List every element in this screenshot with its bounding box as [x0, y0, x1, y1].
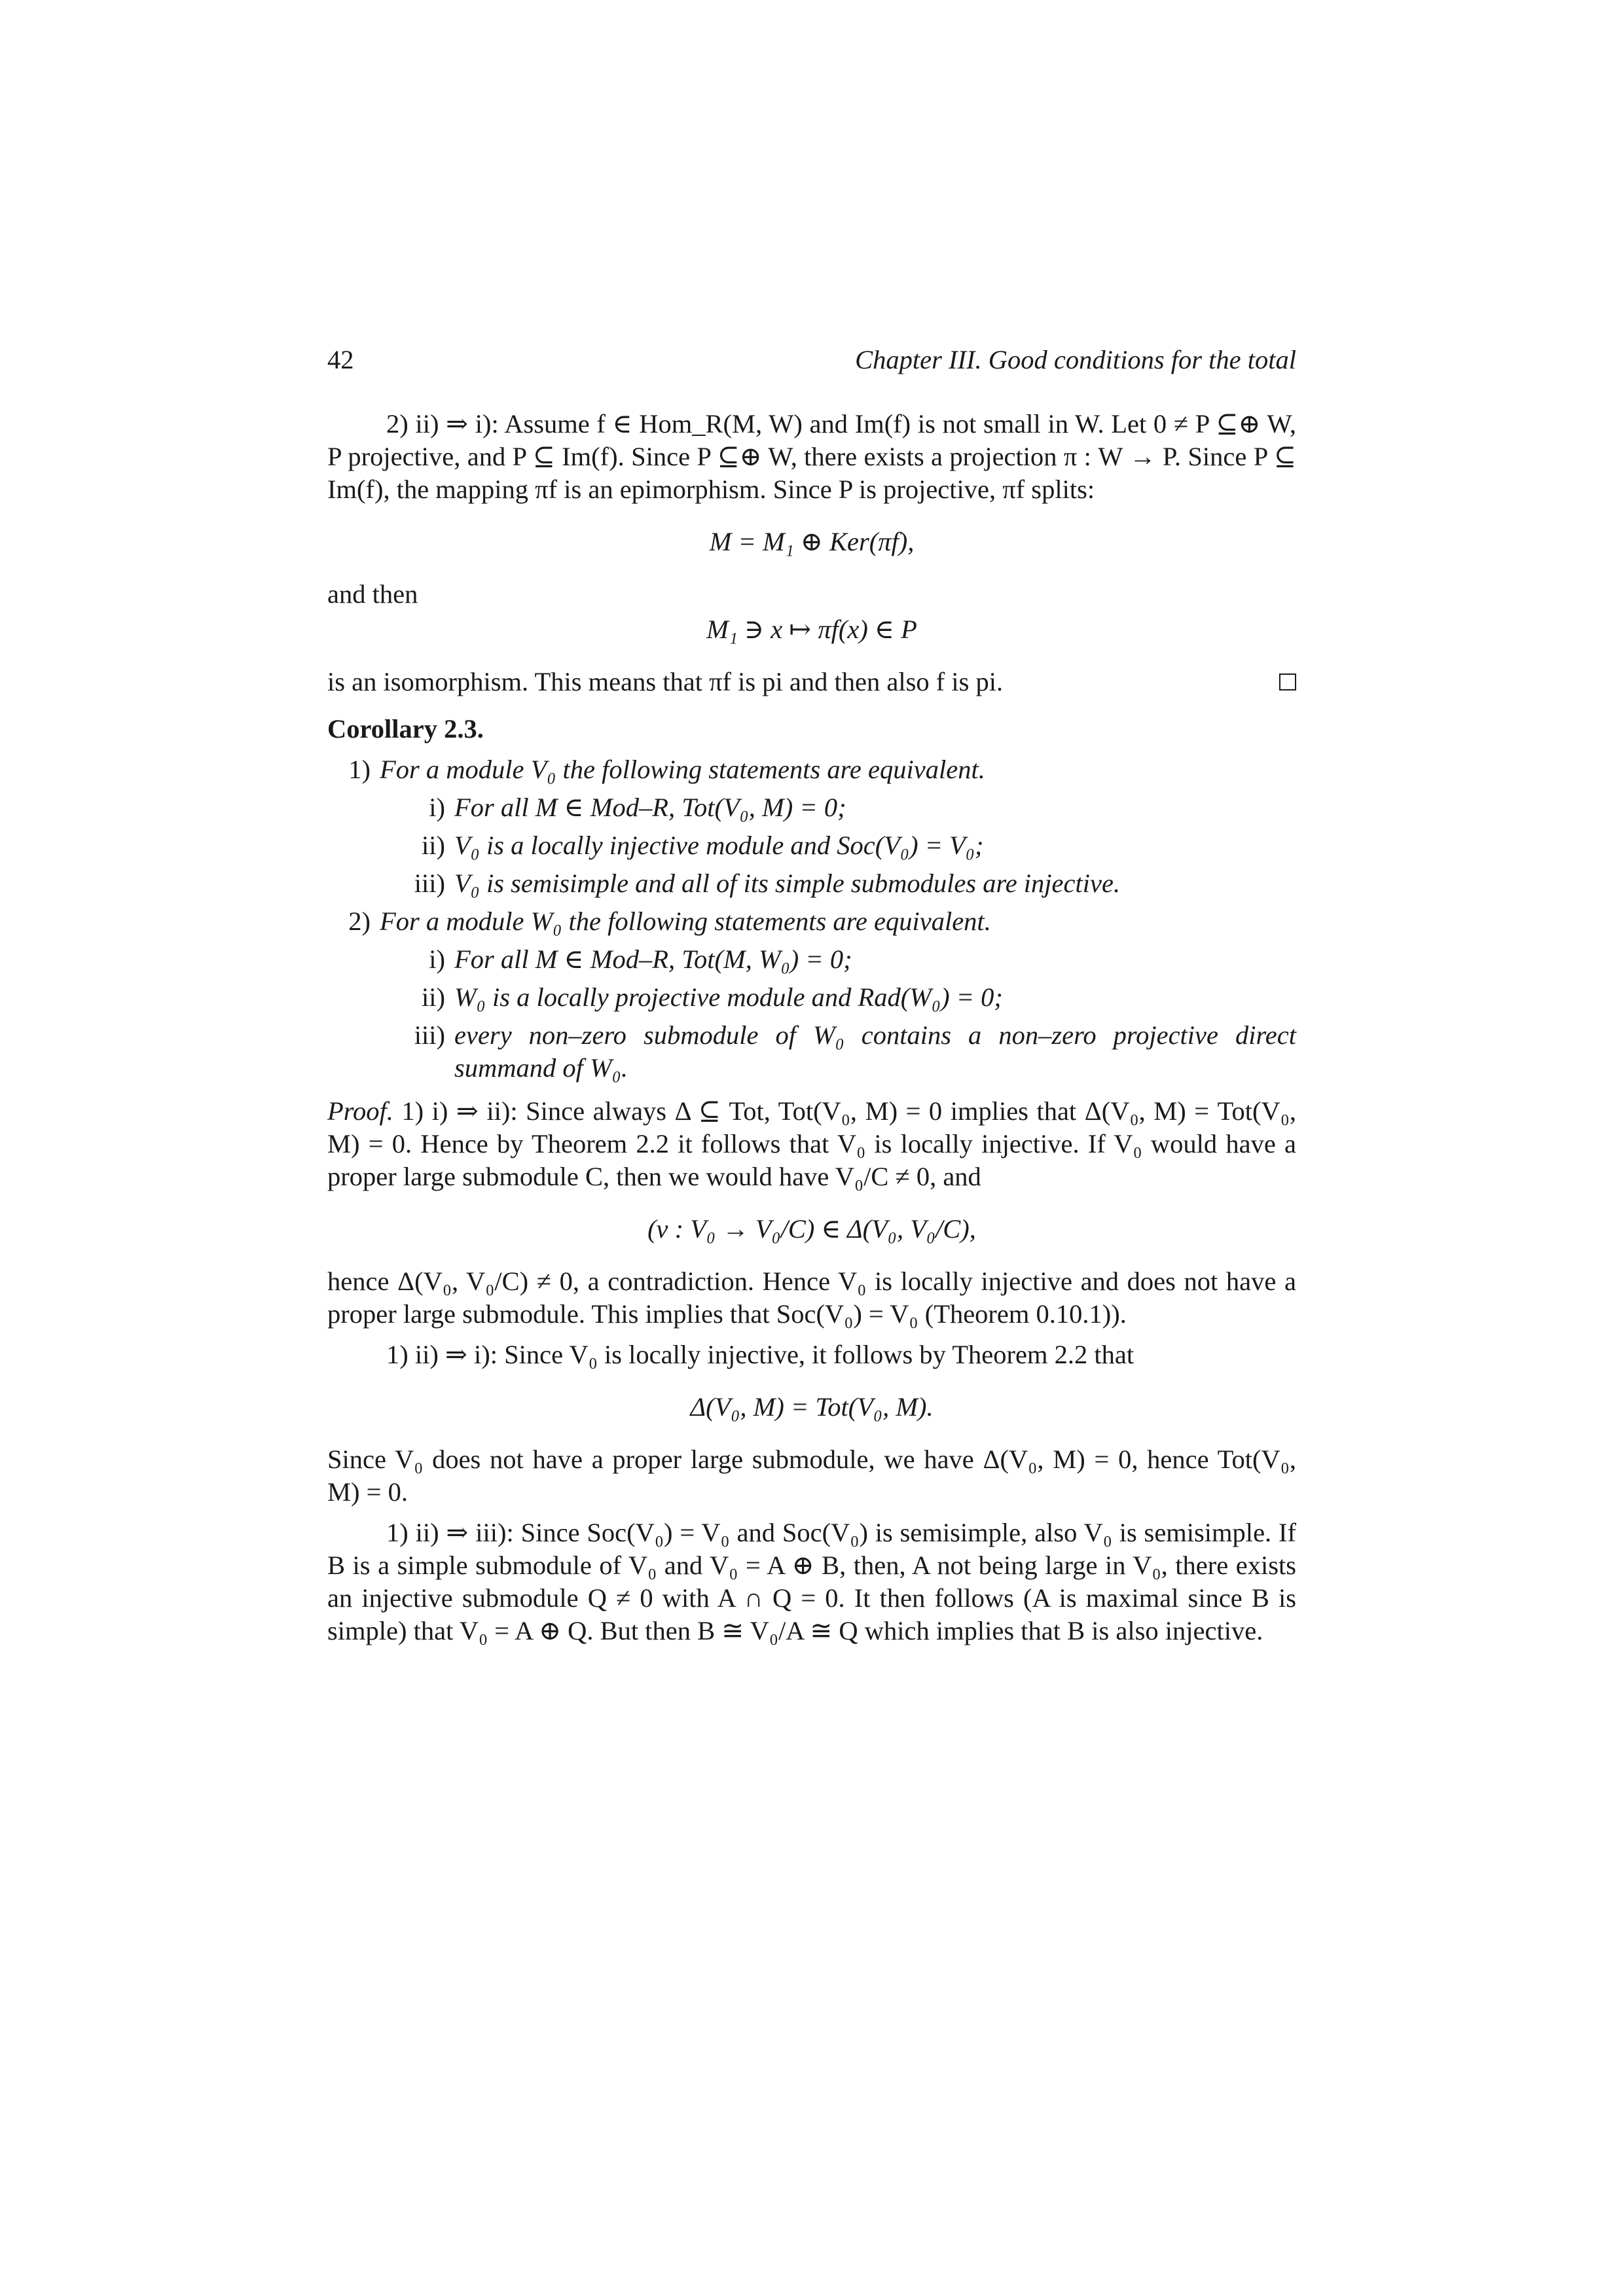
list-item: [327, 943, 1296, 976]
list-label: ii): [422, 831, 445, 860]
corollary-part: [327, 905, 1296, 938]
proof-paragraph: hence Δ(V₀, V₀/C) ≠ 0, a contradiction. Hence V₀ is locally injective and does not have a proper large submodule. This implies that Soc(V₀) = V₀ (Theorem 0.10.1)).: [327, 1266, 1296, 1329]
list-text: W₀ is a locally projective module and Rad(W₀) = 0;: [454, 982, 1003, 1012]
list-item: [327, 867, 1296, 900]
list-text: V₀ is semisimple and all of its simple submodules are injective.: [454, 869, 1121, 898]
paragraph-text: 1) i) ⇒ ii): Since always Δ ⊆ Tot, Tot(V₀, M) = 0 implies that Δ(V₀, M) = Tot(V₀, M) = 0. Hence by Theorem 2.2 it follows that V₀ is locally injective. If V₀ would have a proper large submodule C, then we would have V₀/C ≠ 0, and: [327, 1096, 1296, 1191]
list-item: [327, 1019, 1296, 1085]
list-label: iii): [414, 1020, 445, 1050]
list-item: [327, 791, 1296, 824]
list-text: For a module W₀ the following statements are equivalent.: [380, 906, 991, 936]
paragraph-text: and then: [327, 579, 418, 609]
qed-square-icon: [1279, 673, 1296, 691]
proof-paragraph: Since V₀ does not have a proper large submodule, we have Δ(V₀, M) = 0, hence Tot(V₀, M) = 0.: [327, 1444, 1296, 1507]
list-text: For all M ∈ Mod–R, Tot(M, W₀) = 0;: [454, 944, 852, 974]
list-label: iii): [414, 869, 445, 898]
list-text: V₀ is a locally injective module and Soc(V₀) = V₀;: [454, 831, 984, 860]
corollary-heading: Corollary 2.3.: [327, 714, 484, 744]
proof-end-line: [327, 666, 1296, 698]
proof-label: Proof.: [327, 1096, 393, 1126]
list-label: i): [429, 793, 445, 822]
page-header: [327, 344, 1296, 376]
proof-paragraph: 1) ii) ⇒ iii): Since Soc(V₀) = V₀ and Soc(V₀) is semisimple, also V₀ is semisimple. If B is a simple submodule of V₀ and V₀ = A ⊕ B, then, A not being large in V₀, there exists an injective submodule Q ≠ 0 with A ∩ Q = 0. It then follows (A is maximal since B is simple) that V₀ = A ⊕ Q. But then B ≅ V₀/A ≅ Q which implies that B is also injective.: [327, 1518, 1296, 1645]
list-text: For a module V₀ the following statements are equivalent.: [380, 755, 985, 784]
proof-paragraph: 2) ii) ⇒ i): Assume f ∈ Hom_R(M, W) and Im(f) is not small in W. Let 0 ≠ P ⊆⊕ W, P projective, and P ⊆ Im(f). Since P ⊆⊕ W, there exists a projection π : W → P. Since P ⊆ Im(f), the mapping πf is an epimorphism. Since P is projective, πf splits:: [327, 409, 1296, 504]
list-text: For all M ∈ Mod–R, Tot(V₀, M) = 0;: [454, 793, 846, 822]
corollary-part: [327, 753, 1296, 786]
list-label: i): [429, 944, 445, 974]
running-head: Chapter III. Good conditions for the total: [855, 345, 1296, 374]
list-item: [327, 829, 1296, 862]
proof-paragraph: [327, 1095, 1296, 1193]
page-body: [327, 344, 1296, 1647]
page-number: 42: [327, 345, 354, 374]
display-equation: M₁ ∋ x ↦ πf(x) ∈ P: [706, 615, 917, 644]
paragraph-text: is an isomorphism. This means that πf is pi and then also f is pi.: [327, 667, 1004, 696]
list-text: every non–zero submodule of W₀ contains a non–zero projective direct summand of W₀.: [454, 1020, 1296, 1083]
list-label: 1): [348, 755, 371, 784]
list-item: [327, 981, 1296, 1014]
list-label: 2): [348, 906, 371, 936]
display-equation: (ν : V₀ → V₀/C) ∈ Δ(V₀, V₀/C),: [647, 1214, 976, 1244]
display-equation: M = M₁ ⊕ Ker(πf),: [709, 527, 915, 556]
list-label: ii): [422, 982, 445, 1012]
proof-paragraph: 1) ii) ⇒ i): Since V₀ is locally injective, it follows by Theorem 2.2 that: [386, 1340, 1134, 1369]
display-equation: Δ(V₀, M) = Tot(V₀, M).: [690, 1392, 934, 1422]
